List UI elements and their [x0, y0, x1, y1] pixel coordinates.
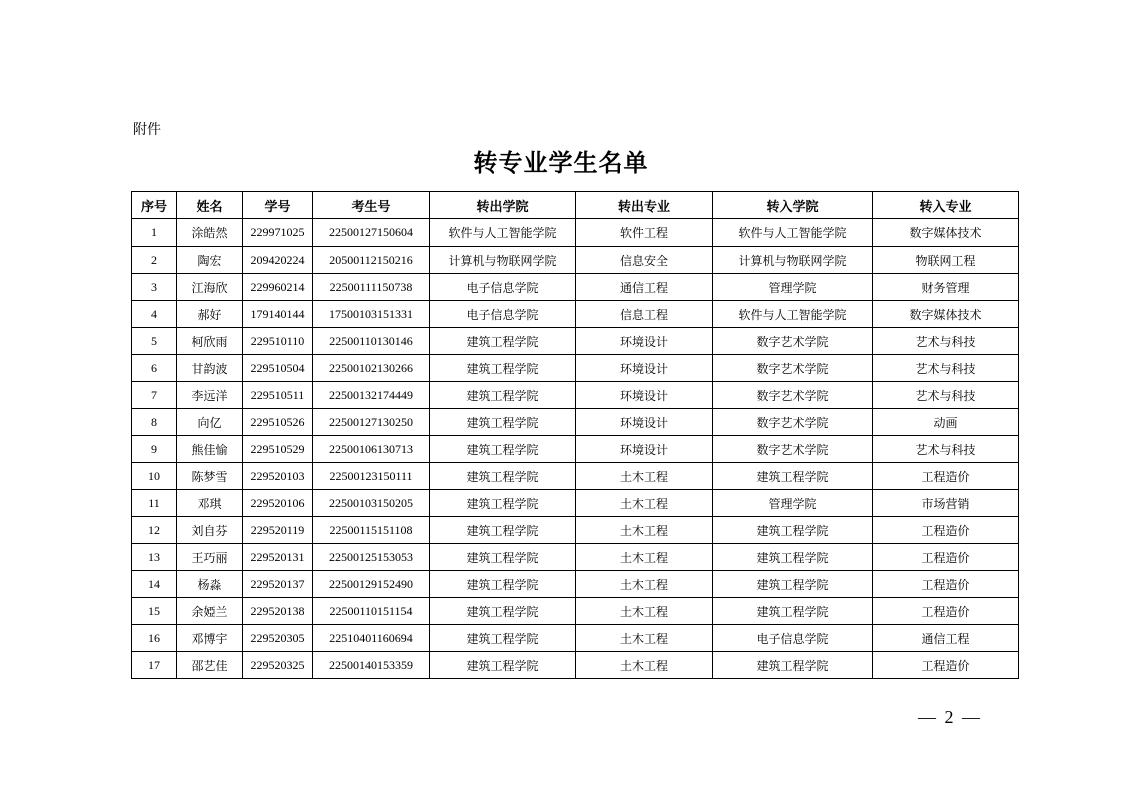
cell-to-major: 数字媒体技术 [873, 219, 1019, 247]
cell-name: 甘韵波 [177, 355, 243, 382]
cell-to-college: 管理学院 [713, 490, 873, 517]
cell-student-id: 229520138 [243, 598, 313, 625]
cell-from-major: 环境设计 [576, 382, 713, 409]
cell-name: 李远洋 [177, 382, 243, 409]
cell-from-major: 环境设计 [576, 436, 713, 463]
cell-exam-id: 22500111150738 [313, 274, 430, 301]
cell-from-major: 土木工程 [576, 625, 713, 652]
cell-to-major: 工程造价 [873, 544, 1019, 571]
cell-to-major: 艺术与科技 [873, 328, 1019, 355]
cell-to-college: 数字艺术学院 [713, 436, 873, 463]
cell-exam-id: 22510401160694 [313, 625, 430, 652]
table-row [132, 409, 1019, 436]
table-row [132, 490, 1019, 517]
cell-to-college: 数字艺术学院 [713, 382, 873, 409]
cell-name: 邵艺佳 [177, 652, 243, 679]
cell-seq: 8 [132, 409, 177, 436]
cell-name: 郝好 [177, 301, 243, 328]
cell-from-major: 土木工程 [576, 463, 713, 490]
cell-from-college: 建筑工程学院 [430, 490, 576, 517]
cell-to-major: 财务管理 [873, 274, 1019, 301]
cell-from-major: 土木工程 [576, 571, 713, 598]
cell-from-college: 建筑工程学院 [430, 355, 576, 382]
cell-from-college: 计算机与物联网学院 [430, 247, 576, 274]
student-transfer-table [131, 191, 1019, 679]
cell-exam-id: 20500112150216 [313, 247, 430, 274]
cell-student-id: 229520137 [243, 571, 313, 598]
cell-from-college: 软件与人工智能学院 [430, 219, 576, 247]
cell-to-major: 动画 [873, 409, 1019, 436]
cell-exam-id: 22500103150205 [313, 490, 430, 517]
cell-student-id: 229510529 [243, 436, 313, 463]
col-header-from-major: 转出专业 [576, 192, 713, 219]
table-row [132, 301, 1019, 328]
cell-name: 邓博宇 [177, 625, 243, 652]
cell-student-id: 229520103 [243, 463, 313, 490]
table-row [132, 463, 1019, 490]
cell-name: 陶宏 [177, 247, 243, 274]
cell-seq: 16 [132, 625, 177, 652]
cell-name: 刘自芬 [177, 517, 243, 544]
cell-from-college: 电子信息学院 [430, 274, 576, 301]
cell-to-major: 艺术与科技 [873, 355, 1019, 382]
cell-from-major: 土木工程 [576, 598, 713, 625]
cell-from-major: 土木工程 [576, 490, 713, 517]
cell-from-major: 土木工程 [576, 544, 713, 571]
cell-from-college: 建筑工程学院 [430, 328, 576, 355]
cell-name: 涂皓然 [177, 219, 243, 247]
cell-student-id: 229520131 [243, 544, 313, 571]
col-header-name: 姓名 [177, 192, 243, 219]
cell-seq: 13 [132, 544, 177, 571]
cell-name: 熊佳愉 [177, 436, 243, 463]
cell-seq: 12 [132, 517, 177, 544]
col-header-student-id: 学号 [243, 192, 313, 219]
table-row [132, 625, 1019, 652]
cell-exam-id: 22500110130146 [313, 328, 430, 355]
cell-from-college: 建筑工程学院 [430, 598, 576, 625]
cell-from-college: 建筑工程学院 [430, 382, 576, 409]
cell-to-college: 软件与人工智能学院 [713, 219, 873, 247]
cell-student-id: 229510504 [243, 355, 313, 382]
table-row [132, 274, 1019, 301]
cell-to-major: 通信工程 [873, 625, 1019, 652]
col-header-from-college: 转出学院 [430, 192, 576, 219]
cell-to-college: 建筑工程学院 [713, 544, 873, 571]
cell-student-id: 229520305 [243, 625, 313, 652]
cell-from-major: 软件工程 [576, 219, 713, 247]
table-row [132, 571, 1019, 598]
cell-to-college: 建筑工程学院 [713, 652, 873, 679]
cell-from-major: 环境设计 [576, 355, 713, 382]
cell-to-college: 电子信息学院 [713, 625, 873, 652]
cell-from-major: 土木工程 [576, 517, 713, 544]
cell-from-college: 建筑工程学院 [430, 571, 576, 598]
cell-to-college: 建筑工程学院 [713, 571, 873, 598]
page-title: 转专业学生名单 [473, 149, 649, 177]
cell-exam-id: 22500125153053 [313, 544, 430, 571]
table-header-row [132, 192, 1019, 219]
table-row [132, 517, 1019, 544]
cell-to-college: 数字艺术学院 [713, 328, 873, 355]
cell-to-college: 计算机与物联网学院 [713, 247, 873, 274]
cell-from-major: 环境设计 [576, 328, 713, 355]
cell-student-id: 229520119 [243, 517, 313, 544]
cell-from-college: 电子信息学院 [430, 301, 576, 328]
cell-to-college: 数字艺术学院 [713, 355, 873, 382]
cell-from-college: 建筑工程学院 [430, 517, 576, 544]
col-header-exam-id: 考生号 [313, 192, 430, 219]
attachment-label: 附件 [133, 122, 161, 138]
cell-from-major: 环境设计 [576, 409, 713, 436]
cell-from-major: 通信工程 [576, 274, 713, 301]
cell-exam-id: 22500102130266 [313, 355, 430, 382]
cell-name: 柯欣雨 [177, 328, 243, 355]
cell-exam-id: 22500129152490 [313, 571, 430, 598]
table-body [132, 219, 1019, 679]
cell-to-major: 艺术与科技 [873, 382, 1019, 409]
table-row [132, 247, 1019, 274]
cell-to-college: 建筑工程学院 [713, 598, 873, 625]
table-row [132, 355, 1019, 382]
cell-seq: 10 [132, 463, 177, 490]
cell-exam-id: 17500103151331 [313, 301, 430, 328]
cell-seq: 2 [132, 247, 177, 274]
col-header-seq: 序号 [132, 192, 177, 219]
cell-exam-id: 22500140153359 [313, 652, 430, 679]
cell-exam-id: 22500123150111 [313, 463, 430, 490]
cell-seq: 6 [132, 355, 177, 382]
cell-from-college: 建筑工程学院 [430, 463, 576, 490]
cell-exam-id: 22500127130250 [313, 409, 430, 436]
cell-seq: 7 [132, 382, 177, 409]
cell-student-id: 209420224 [243, 247, 313, 274]
cell-name: 向亿 [177, 409, 243, 436]
table-row [132, 382, 1019, 409]
cell-to-college: 建筑工程学院 [713, 517, 873, 544]
cell-name: 陈梦雪 [177, 463, 243, 490]
cell-from-college: 建筑工程学院 [430, 544, 576, 571]
cell-student-id: 179140144 [243, 301, 313, 328]
cell-exam-id: 22500127150604 [313, 219, 430, 247]
cell-from-college: 建筑工程学院 [430, 436, 576, 463]
cell-to-college: 数字艺术学院 [713, 409, 873, 436]
cell-name: 余婭兰 [177, 598, 243, 625]
cell-student-id: 229520325 [243, 652, 313, 679]
cell-seq: 17 [132, 652, 177, 679]
cell-student-id: 229510110 [243, 328, 313, 355]
cell-student-id: 229971025 [243, 219, 313, 247]
table-row [132, 328, 1019, 355]
cell-student-id: 229520106 [243, 490, 313, 517]
cell-from-major: 土木工程 [576, 652, 713, 679]
cell-to-major: 工程造价 [873, 463, 1019, 490]
table-row [132, 598, 1019, 625]
cell-seq: 14 [132, 571, 177, 598]
cell-exam-id: 22500132174449 [313, 382, 430, 409]
cell-name: 江海欣 [177, 274, 243, 301]
cell-seq: 9 [132, 436, 177, 463]
cell-from-major: 信息安全 [576, 247, 713, 274]
cell-exam-id: 22500106130713 [313, 436, 430, 463]
cell-name: 邓琪 [177, 490, 243, 517]
cell-from-college: 建筑工程学院 [430, 625, 576, 652]
cell-name: 杨淼 [177, 571, 243, 598]
table-row [132, 652, 1019, 679]
cell-to-major: 市场营销 [873, 490, 1019, 517]
table-row [132, 219, 1019, 247]
cell-seq: 1 [132, 219, 177, 247]
cell-student-id: 229960214 [243, 274, 313, 301]
cell-name: 王巧丽 [177, 544, 243, 571]
cell-to-college: 管理学院 [713, 274, 873, 301]
page-number: — 2 — [918, 707, 982, 727]
cell-from-college: 建筑工程学院 [430, 652, 576, 679]
col-header-to-major: 转入专业 [873, 192, 1019, 219]
cell-to-major: 艺术与科技 [873, 436, 1019, 463]
cell-to-major: 数字媒体技术 [873, 301, 1019, 328]
cell-to-major: 工程造价 [873, 652, 1019, 679]
cell-student-id: 229510526 [243, 409, 313, 436]
cell-to-major: 工程造价 [873, 598, 1019, 625]
cell-seq: 15 [132, 598, 177, 625]
table-row [132, 436, 1019, 463]
table-row [132, 544, 1019, 571]
cell-exam-id: 22500110151154 [313, 598, 430, 625]
cell-exam-id: 22500115151108 [313, 517, 430, 544]
cell-student-id: 229510511 [243, 382, 313, 409]
col-header-to-college: 转入学院 [713, 192, 873, 219]
cell-from-college: 建筑工程学院 [430, 409, 576, 436]
cell-to-major: 工程造价 [873, 571, 1019, 598]
cell-seq: 4 [132, 301, 177, 328]
cell-to-college: 建筑工程学院 [713, 463, 873, 490]
cell-from-major: 信息工程 [576, 301, 713, 328]
cell-seq: 5 [132, 328, 177, 355]
cell-to-major: 工程造价 [873, 517, 1019, 544]
cell-seq: 3 [132, 274, 177, 301]
cell-seq: 11 [132, 490, 177, 517]
cell-to-major: 物联网工程 [873, 247, 1019, 274]
cell-to-college: 软件与人工智能学院 [713, 301, 873, 328]
